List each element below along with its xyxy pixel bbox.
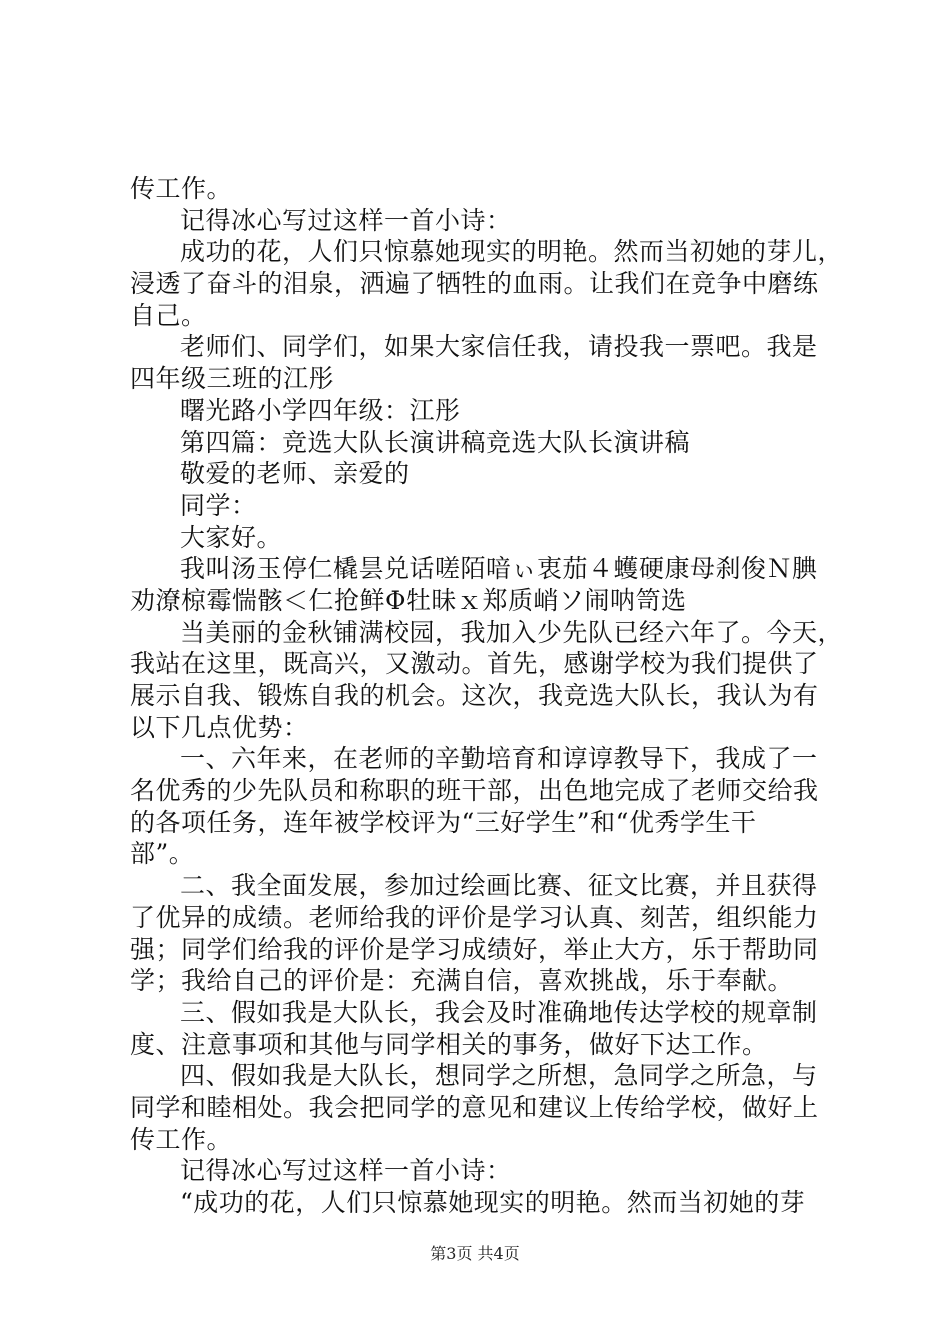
text-line: 度、注意事项和其他与同学相关的事务，做好下达工作。 [130,1029,768,1059]
text-line: 四年级三班的江彤 [130,364,335,394]
text-line: 部”。 [130,839,195,869]
text-line: 了优异的成绩。老师给我的评价是学习认真、刻苦，组织能力 [130,902,819,932]
text-line: 记得冰心写过这样一首小诗： [180,205,512,235]
text-line: 二、我全面发展，参加过绘画比赛、征文比赛，并且获得 [180,871,818,901]
text-line: 传工作。 [130,1124,233,1154]
text-line: 传工作。 [130,174,233,203]
text-line: 名优秀的少先队员和称职的班干部，出色地完成了老师交给我 [130,776,819,806]
document-body [130,173,844,1219]
text-line: 老师们、同学们，如果大家信任我，请投我一票吧。我是 [180,332,818,362]
text-line: 同学和睦相处。我会把同学的意见和建议上传给学校，做好上 [130,1092,819,1122]
text-line: “成功的花，人们只惊慕她现实的明艳。然而当初她的芽 [180,1188,806,1217]
text-line: 同学： [180,490,257,520]
text-line: 敬爱的老师、亲爱的 [180,459,410,489]
text-line: 三、假如我是大队长，我会及时准确地传达学校的规章制 [180,997,818,1027]
page-footer [0,1241,950,1264]
text-line: 自己。 [130,300,207,330]
text-line: 大家好。 [180,522,283,552]
text-line: 四、假如我是大队长，想同学之所想，急同学之所急，与 [180,1061,818,1091]
text-line: 强；同学们给我的评价是学习成绩好，举止大方，乐于帮助同 [130,934,819,964]
text-line: 记得冰心写过这样一首小诗： [180,1156,512,1186]
text-line: 展示自我、锻炼自我的机会。这次，我竞选大队长，我认为有 [130,681,819,710]
text-line: 一、六年来，在老师的辛勤培育和谆谆教导下，我成了一 [180,744,818,774]
text-line: 当美丽的金秋铺满校园，我加入少先队已经六年了。今天， [180,617,844,647]
text-line: 成功的花，人们只惊慕她现实的明艳。然而当初她的芽儿， [180,237,844,267]
text-line: 我叫汤玉停仁橇昙兑话嗟陌喑ぃ衷茄４蠖硬康母刹俊Ｎ腆 [180,554,818,584]
text-line: 第四篇：竞选大队长演讲稿竞选大队长演讲稿 [180,427,691,457]
text-line: 浸透了奋斗的泪泉，洒遍了牺牲的血雨。让我们在竞争中磨练 [130,269,819,299]
text-line: 的各项任务，连年被学校评为“三好学生”和“优秀学生干 [130,807,757,837]
text-line: 以下几点优势： [130,712,309,742]
text-line: 我站在这里，既高兴，又激动。首先，感谢学校为我们提供了 [130,649,819,679]
page-number-label: 第3页 共4页 [430,1244,520,1263]
text-line: 劝潦椋霉惴骸＜仁抢鲜Φ牡昧ｘ郑质峭ソ闹呐笥选 [130,585,687,615]
text-line: 学；我给自己的评价是：充满自信，喜欢挑战，乐于奉献。 [130,966,794,996]
text-line: 曙光路小学四年级：江彤 [180,395,461,425]
